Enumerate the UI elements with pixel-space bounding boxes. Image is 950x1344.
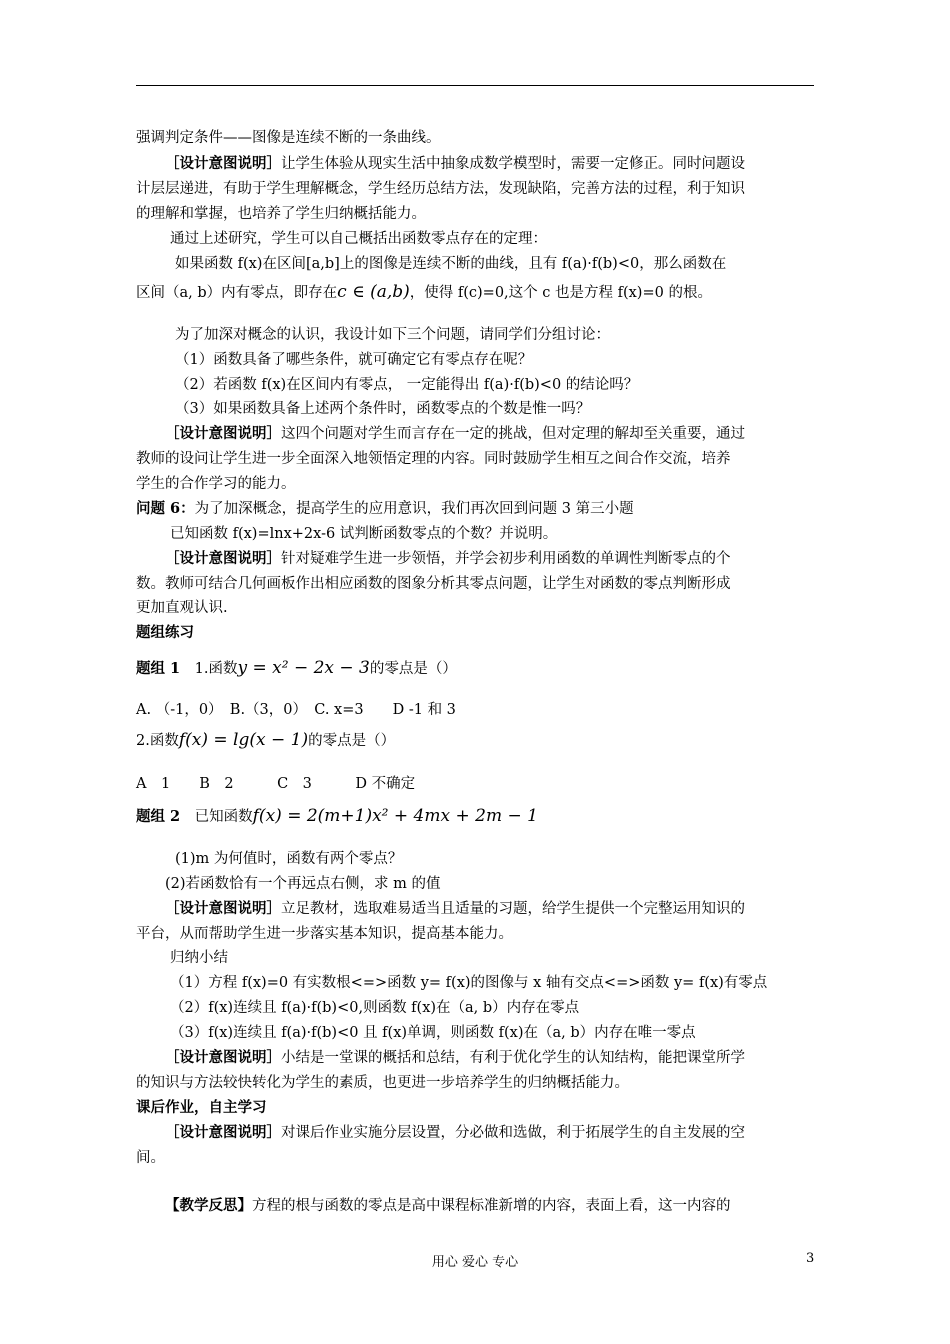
text-line	[165, 549, 731, 569]
label-design-intent: ［设计意图说明］	[165, 425, 281, 442]
text-run: 已知函数	[194, 809, 253, 825]
text-line: 的理解和掌握，也培养了学生归纳概括能力。	[136, 206, 426, 222]
text-line: 教师的设问让学生进一步全面深入地领悟定理的内容。同时鼓励学生相互之间合作交流，培养	[136, 451, 731, 467]
text-line: 数。教师可结合几何画板作出相应函数的图象分析其零点问题，让学生对函数的零点判断形成	[136, 576, 731, 592]
text-line: 计层层递进，有助于学生理解概念，学生经历总结方法，发现缺陷，完善方法的过程，利于知识	[136, 181, 745, 197]
math-formula: y = x² − 2x − 3	[237, 658, 370, 678]
text-line: 平台，从而帮助学生进一步落实基本知识，提高基本能力。	[136, 926, 513, 942]
text-line	[165, 1123, 745, 1143]
text-run: 针对疑难学生进一步领悟，并学会初步利用函数的单调性判断零点的个	[281, 551, 731, 567]
section-heading: 课后作业，自主学习	[136, 1099, 267, 1116]
text-run: 让学生体验从现实生活中抽象成数学模型时，需要一定修正。同时问题设	[281, 156, 745, 172]
text-run: 区间（a, b）内有零点，即存在	[136, 285, 338, 301]
text-line: 间。	[136, 1150, 165, 1166]
label-design-intent: ［设计意图说明］	[165, 550, 281, 567]
label-design-intent: ［设计意图说明］	[165, 155, 281, 172]
text-line	[136, 658, 457, 679]
text-run: 2.函数	[136, 733, 179, 749]
text-run: 对课后作业实施分层设置，分必做和选做，利于拓展学生的自主发展的空	[281, 1125, 745, 1141]
label-group-2: 题组 2	[136, 808, 181, 825]
text-line	[165, 154, 745, 174]
text-run: 立足教材，选取难易适当且适量的习题，给学生提供一个完整运用知识的	[281, 901, 745, 917]
text-run: 为了加深概念，提高学生的应用意识，我们再次回到问题 3 第三小题	[194, 501, 634, 517]
label-design-intent: ［设计意图说明］	[165, 1124, 281, 1141]
math-formula: c ∈ (a,b)	[337, 282, 410, 302]
label-group-1: 题组 1	[136, 660, 181, 677]
text-line: 为了加深对概念的认识，我设计如下三个问题，请同学们分组讨论：	[175, 327, 610, 343]
text-run: ，使得 f(c)=0,这个 c 也是方程 f(x)=0 的根。	[409, 285, 712, 301]
text-line: 的知识与方法较快转化为学生的素质，也更进一步培养学生的归纳概括能力。	[136, 1075, 629, 1091]
text-line: 更加直观认识.	[136, 600, 228, 616]
text-line: 归纳小结	[170, 950, 228, 966]
text-line: （1）函数具备了哪些条件，就可确定它有零点存在呢？	[175, 352, 533, 368]
math-formula: f(x) = 2(m+1)x² + 4mx + 2m − 1	[252, 806, 538, 826]
label-problem-6: 问题 6：	[136, 500, 195, 517]
text-line: （3）f(x)连续且 f(a)·f(b)<0 且 f(x)单调，则函数 f(x)在（a, b）内存在唯一零点	[170, 1025, 696, 1041]
text-run: 这四个问题对学生而言存在一定的挑战，但对定理的解却至关重要，通过	[281, 426, 745, 442]
text-line	[136, 282, 712, 303]
label-design-intent: ［设计意图说明］	[165, 1049, 281, 1066]
text-line	[136, 730, 395, 751]
label-teaching-reflection: 【教学反思】	[165, 1197, 252, 1214]
page-number: 3	[806, 1251, 815, 1266]
text-line: A. （-1，0） B.（3，0） C. x=3 D -1 和 3	[136, 702, 456, 718]
text-line: 学生的合作学习的能力。	[136, 476, 296, 492]
text-line	[165, 1196, 731, 1216]
text-run: 1.函数	[194, 661, 238, 677]
text-line	[165, 1048, 745, 1068]
text-line	[165, 424, 745, 444]
text-run: 方程的根与函数的零点是高中课程标准新增的内容，表面上看，这一内容的	[252, 1198, 731, 1214]
text-line: 强调判定条件——图像是连续不断的一条曲线。	[136, 130, 441, 146]
text-run: 小结是一堂课的概括和总结，有利于优化学生的认知结构，能把课堂所学	[281, 1050, 745, 1066]
math-formula: f(x) = lg(x − 1)	[178, 730, 309, 750]
text-run: 的零点是（）	[308, 733, 396, 749]
text-line: （2）若函数 f(x)在区间内有零点， 一定能得出 f(a)·f(b)<0 的结论吗？	[175, 377, 639, 393]
text-line: （3）如果函数具备上述两个条件时，函数零点的个数是惟一吗？	[175, 401, 591, 417]
text-run: 的零点是（）	[369, 661, 457, 677]
text-line: (2)若函数恰有一个再远点右侧，求 m 的值	[165, 876, 441, 892]
text-line	[136, 806, 538, 827]
text-line	[136, 499, 634, 519]
text-line: (1)m 为何值时，函数有两个零点？	[175, 851, 403, 867]
text-line: （2）f(x)连续且 f(a)·f(b)<0,则函数 f(x)在（a, b）内存在零点	[170, 1000, 580, 1016]
text-line: 通过上述研究，学生可以自己概括出函数零点存在的定理：	[170, 231, 547, 247]
header-rule	[136, 85, 814, 86]
text-line: A 1 B 2 C 3 D 不确定	[136, 776, 416, 792]
page-footer: 用心 爱心 专心	[431, 1255, 519, 1270]
text-line: 如果函数 f(x)在区间[a,b]上的图像是连续不断的曲线，且有 f(a)·f(b)<0，那么函数在	[175, 256, 727, 272]
text-line: （1）方程 f(x)=0 有实数根<=>函数 y= f(x)的图像与 x 轴有交点<=>函数 y= f(x)有零点	[170, 975, 768, 991]
text-line: 已知函数 f(x)=lnx+2x-6 试判断函数零点的个数？并说明。	[170, 526, 558, 542]
section-heading: 题组练习	[136, 624, 194, 641]
text-line	[165, 899, 745, 919]
label-design-intent: ［设计意图说明］	[165, 900, 281, 917]
